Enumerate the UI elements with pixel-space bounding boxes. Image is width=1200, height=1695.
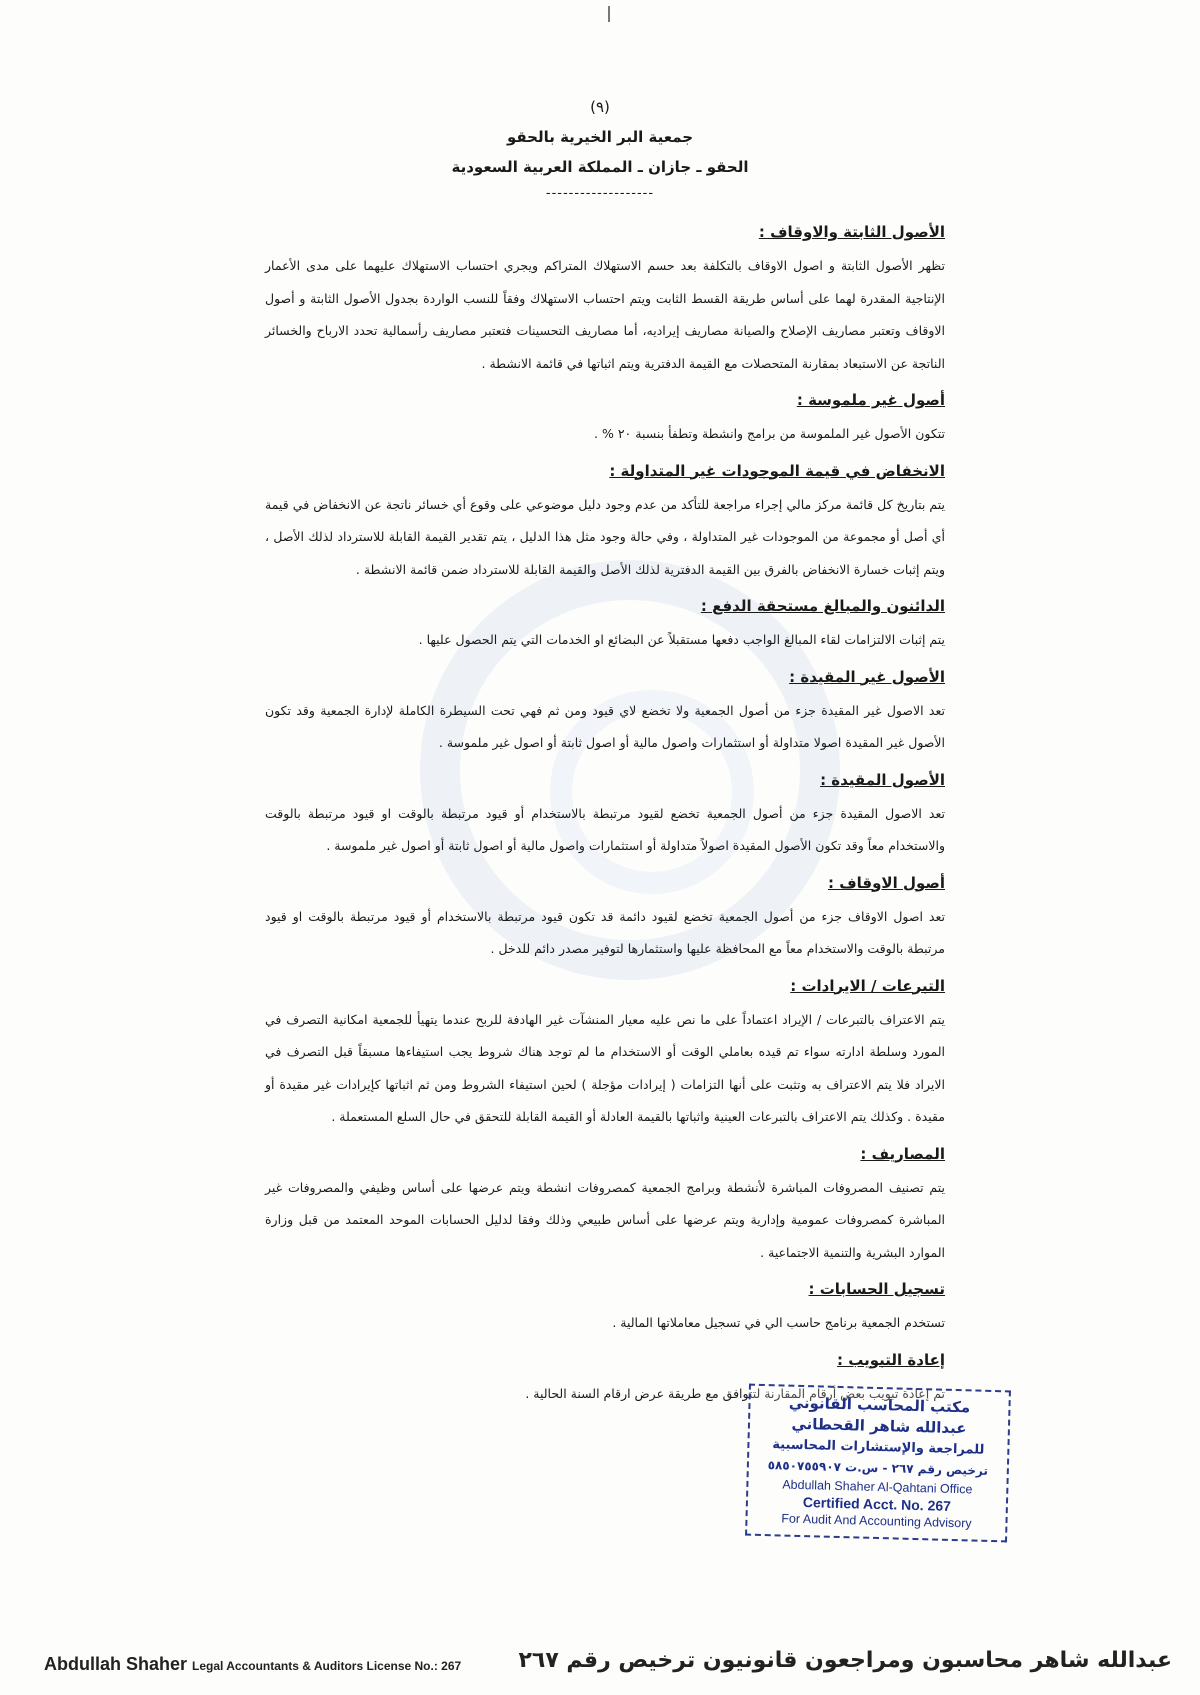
section-title: إعادة التبويب : bbox=[837, 1350, 945, 1369]
section-title: التبرعات / الايرادات : bbox=[790, 976, 945, 995]
section-title: الدائنون والمبالغ مستحقة الدفع : bbox=[700, 597, 945, 615]
section-payables bbox=[265, 594, 945, 657]
section-unrestricted-assets bbox=[265, 665, 945, 760]
section-body: تعد اصول الاوقاف جزء من أصول الجمعية تخضع لقيود دائمة قد تكون قيود مرتبطة بالاستخدام أو قيود مرتبطة بالوقت او قيود مرتبطة بالوقت والاستخدام معاً مع المحافظة عليها واستثمارها لتوفير مصدر دائم للدخل . bbox=[265, 908, 945, 956]
footer-name-en: Abdullah Shaher bbox=[44, 1654, 193, 1674]
section-title: الانخفاض في قيمة الموجودات غير المتداولة : bbox=[609, 461, 945, 480]
stamp-line: Abdullah Shaher Al-Qahtani Office bbox=[782, 1477, 973, 1497]
stamp-line: ترخيص رقم ٢٦٧ - س.ت ٥٨٥٠٧٥٥٩٠٧ bbox=[767, 1458, 989, 1478]
footer-arabic bbox=[518, 1648, 1172, 1673]
section-bookkeeping bbox=[265, 1277, 945, 1340]
section-expenses bbox=[265, 1142, 945, 1270]
stamp-line: للمراجعة والإستشارات المحاسبية bbox=[772, 1437, 985, 1458]
footer-license-en: Legal Accountants & Auditors License No.: 267 bbox=[192, 1659, 462, 1673]
section-body: تم إعادة تبويب بعض أرقام المقارنة لتتوافق مع طريقة عرض ارقام السنة الحالية . bbox=[525, 1385, 945, 1401]
section-title: المصاريف : bbox=[860, 1144, 945, 1163]
section-title: الأصول الثابتة والاوقاف : bbox=[758, 223, 945, 241]
organization-name: جمعية البر الخيرية بالحقو bbox=[506, 128, 694, 146]
section-body: تستخدم الجمعية برنامج حاسب الي في تسجيل معاملاتها المالية . bbox=[612, 1315, 945, 1330]
section-title: أصول الاوقاف : bbox=[827, 873, 945, 892]
stamp-line: مكتب المحاسب القانوني bbox=[788, 1393, 971, 1417]
section-title: الأصول غير المقيدة : bbox=[789, 667, 945, 686]
section-title: أصول غير ملموسة : bbox=[796, 391, 945, 409]
header-divider: ------------------- bbox=[545, 186, 655, 201]
section-title: الأصول المقيدة : bbox=[820, 770, 945, 789]
section-body: يتم إثبات الالتزامات لقاء المبالغ الواجب دفعها مستقبلاً عن البضائع او الخدمات التي يتم الحصول عليها . bbox=[418, 632, 945, 647]
letterhead-footer bbox=[0, 1646, 1200, 1686]
top-edge-mark bbox=[608, 6, 610, 22]
section-body: تظهر الأصول الثابتة و اصول الاوقاف بالتكلفة بعد حسم الاستهلاك المتراكم ويجري احتساب الاستهلاك عليهما على مدى الأعمار الإنتاجية المقدرة لهما على أساس طريقة القسط الثابت ويتم احتساب الاستهلاك وفقاً للنسب الواردة بجدول الأصول الثابتة و أصول الاوقاف وتعتبر مصاريف الإصلاح والصيانة مصاريف إيراديه، أما مصاريف التحسينات فتعتبر مصاريف رأسمالية تحدد الارباح والخسائر الناتجة عن الاستبعاد بمقارنة المتحصلات مع القيمة الدفترية ويتم اثباتها في قائمة الانشطة . bbox=[265, 258, 945, 371]
section-endowment-assets bbox=[265, 871, 945, 966]
footer-license-ar: محاسبون ومراجعون قانونيون ترخيص رقم ٢٦٧ bbox=[518, 1648, 1023, 1673]
section-title: تسجيل الحسابات : bbox=[808, 1280, 945, 1298]
section-impairment bbox=[265, 459, 945, 587]
section-donations-revenue bbox=[265, 974, 945, 1134]
organization-location: الحقو ـ جازان ـ المملكة العربية السعودية bbox=[451, 158, 749, 176]
footer-name-ar: عبدالله شاهر bbox=[1023, 1648, 1172, 1673]
stamp-line: Certified Acct. No. 267 bbox=[802, 1494, 952, 1514]
footer-english bbox=[44, 1654, 461, 1675]
policies-content bbox=[265, 220, 945, 1418]
stamp-line: For Audit And Accounting Advisory bbox=[781, 1511, 972, 1531]
section-restricted-assets bbox=[265, 768, 945, 863]
section-body: يتم بتاريخ كل قائمة مركز مالي إجراء مراجعة للتأكد من عدم وجود دليل موضوعي على وقوع أي خسائر ناتجة عن الانخفاض في قيمة أي أصل أو مجموعة من الموجودات غير المتداولة ، وفي حالة وجود مثل هذا الدليل ، يتم تقدير القيمة القابلة للاسترداد لذلك الأصل ، ويتم إثبات خسارة الانخفاض بالفرق بين القيمة الدفترية لذلك الأصل والقيمة القابلة للاسترداد ضمن قائمة الانشطة . bbox=[265, 496, 945, 577]
section-intangible-assets bbox=[265, 388, 945, 451]
stamp-line: عبدالله شاهر القحطاني bbox=[791, 1414, 967, 1438]
section-body: تعد الاصول المقيدة جزء من أصول الجمعية تخضع لقيود مرتبطة بالاستخدام أو قيود مرتبطة بالوقت او قيود مرتبطة بالوقت والاستخدام معاً وقد تكون الأصول المقيدة اصولاً متداولة أو استثمارات واصول مالية أو اصول ثابتة أو اصول غير ملموسة . bbox=[265, 805, 945, 853]
section-body: تتكون الأصول غير الملموسة من برامج وانشطة وتطفأ بنسبة ٢٠ % . bbox=[594, 426, 945, 441]
section-fixed-assets bbox=[265, 220, 945, 380]
auditor-stamp bbox=[745, 1384, 1011, 1543]
section-body: يتم الاعتراف بالتبرعات / الإيراد اعتماداً على ما نص عليه معيار المنشآت غير الهادفة للربح عندما يتهيأ للجمعية امكانية التصرف في المورد وسلطة ادارته سواء تم قيده بعاملي الوقت أو الاستخدام ما لم توجد هناك شروط يجب استيفاءها مسبقاً قبل التصرف في الايراد فلا يتم الاعتراف به وتثبت على أنها التزامات ( إيرادات مؤجلة ) لحين استيفاء الشروط ومن ثم اثباتها كإيرادات غير مقيدة أو مقيدة . وكذلك يتم الاعتراف بالتبرعات العينية واثباتها بالقيمة العادلة أو القيمة القابلة للتحقق في حال السلع المستعملة . bbox=[265, 1011, 945, 1124]
section-body: يتم تصنيف المصروفات المباشرة لأنشطة وبرامج الجمعية كمصروفات انشطة ويتم عرضها على أساس وظيفي والمصروفات غير المباشرة كمصروفات عمومية وإدارية ويتم عرضها على أساس طبيعي وذلك وفقا لدليل الحسابات الموحد المعتمد من قبل وزارة الموارد البشرية والتنمية الاجتماعية . bbox=[265, 1179, 945, 1260]
page-number: (٩) bbox=[590, 98, 610, 116]
section-body: تعد الاصول غير المقيدة جزء من أصول الجمعية ولا تخضع لاي قيود ومن ثم فهي تحت السيطرة الكاملة لإدارة الجمعية وقد تكون الأصول غير المقيدة اصولا متداولة أو استثمارات واصول مالية أو اصول ثابتة أو اصول غير ملموسة . bbox=[265, 702, 945, 750]
